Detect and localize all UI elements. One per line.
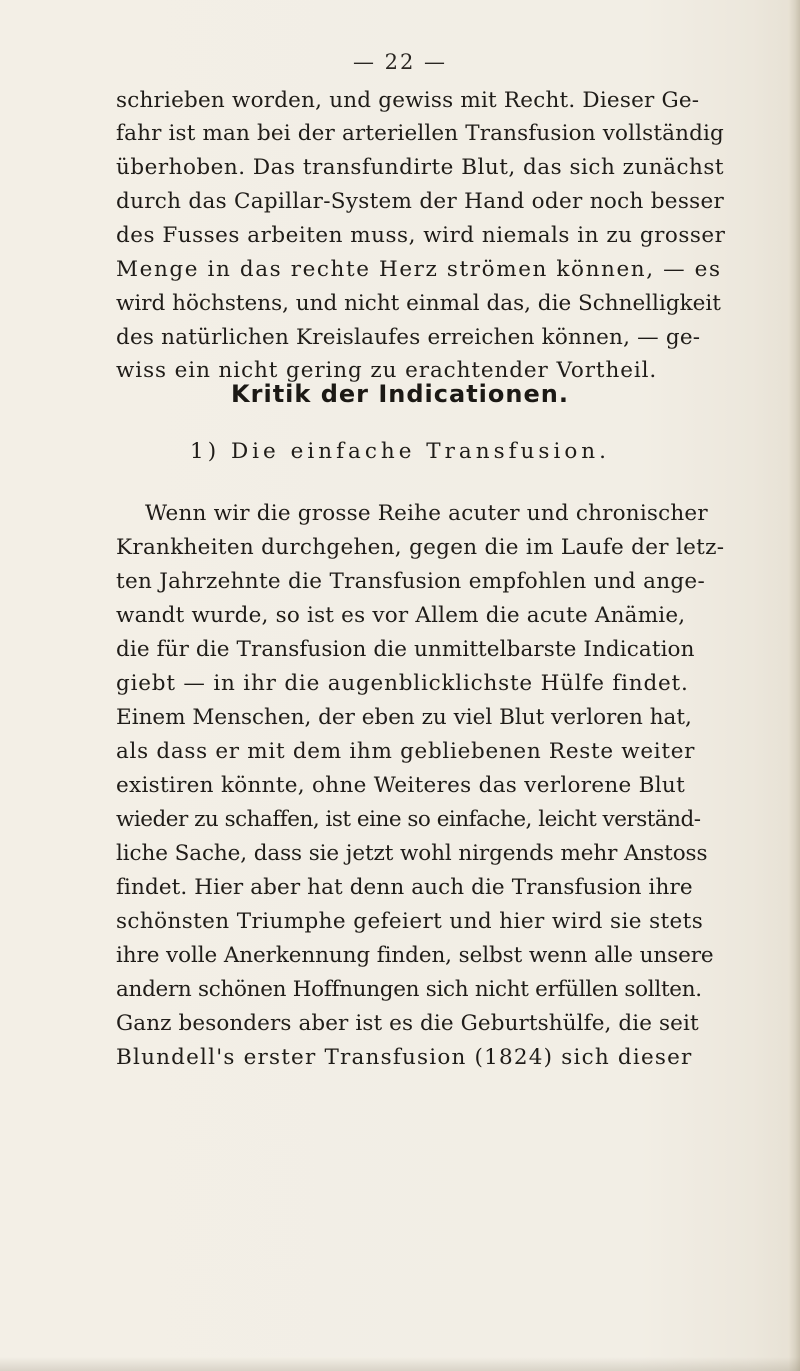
section-heading: Kritik der Indicationen. [231, 380, 569, 408]
text-line: Wenn wir die grosse Reihe acuter und chronischer [145, 501, 708, 526]
text-line: existiren könnte, ohne Weiteres das verlorene Blut [116, 773, 686, 798]
text-line: Einem Menschen, der eben zu viel Blut verloren hat, [116, 705, 692, 730]
text-line: schönsten Triumphe gefeiert und hier wird sie stets [116, 909, 704, 934]
page-bottom-shadow [0, 1357, 800, 1371]
text-line: schrieben worden, und gewiss mit Recht. Dieser Ge- [116, 88, 700, 113]
text-line: ihre volle Anerkennung finden, selbst wenn alle unsere [116, 943, 714, 968]
text-line: liche Sache, dass sie jetzt wohl nirgends mehr Anstoss [116, 841, 708, 866]
text-line: Ganz besonders aber ist es die Geburtshülfe, die seit [116, 1011, 699, 1036]
page-edge [788, 0, 800, 1371]
text-line: durch das Capillar-System der Hand oder noch besser [116, 189, 725, 214]
text-line: Menge in das rechte Herz strömen können, — es [116, 257, 722, 282]
text-line: giebt — in ihr die augenblicklichste Hülfe findet. [116, 671, 689, 696]
text-line: des Fusses arbeiten muss, wird niemals in zu grosser [116, 223, 726, 248]
text-line: Krankheiten durchgehen, gegen die im Laufe der letz- [116, 535, 725, 560]
text-line: findet. Hier aber hat denn auch die Transfusion ihre [116, 875, 693, 900]
text-line: ten Jahrzehnte die Transfusion empfohlen und ange- [116, 569, 706, 594]
text-line: überhoben. Das transfundirte Blut, das sich zunächst [116, 155, 725, 180]
text-line: wieder zu schaffen, ist eine so einfache, leicht verständ- [116, 807, 701, 832]
text-line: die für die Transfusion die unmittelbarste Indication [116, 637, 695, 662]
text-line: als dass er mit dem ihm gebliebenen Reste weiter [116, 739, 696, 764]
page-number: — 22 — [352, 50, 448, 74]
text-line: wandt wurde, so ist es vor Allem die acute Anämie, [116, 603, 686, 628]
text-line: fahr ist man bei der arteriellen Transfusion vollständig [116, 121, 724, 146]
text-line: wird höchstens, und nicht einmal das, die Schnelligkeit [116, 291, 721, 316]
text-line: Blundell's erster Transfusion (1824) sich dieser [116, 1045, 693, 1070]
text-line: andern schönen Hoffnungen sich nicht erfüllen sollten. [116, 977, 702, 1002]
text-line: wiss ein nicht gering zu erachtender Vortheil. [116, 358, 658, 383]
subsection-heading: 1) Die einfache Transfusion. [190, 439, 610, 464]
text-line: des natürlichen Kreislaufes erreichen können, — ge- [116, 325, 701, 350]
